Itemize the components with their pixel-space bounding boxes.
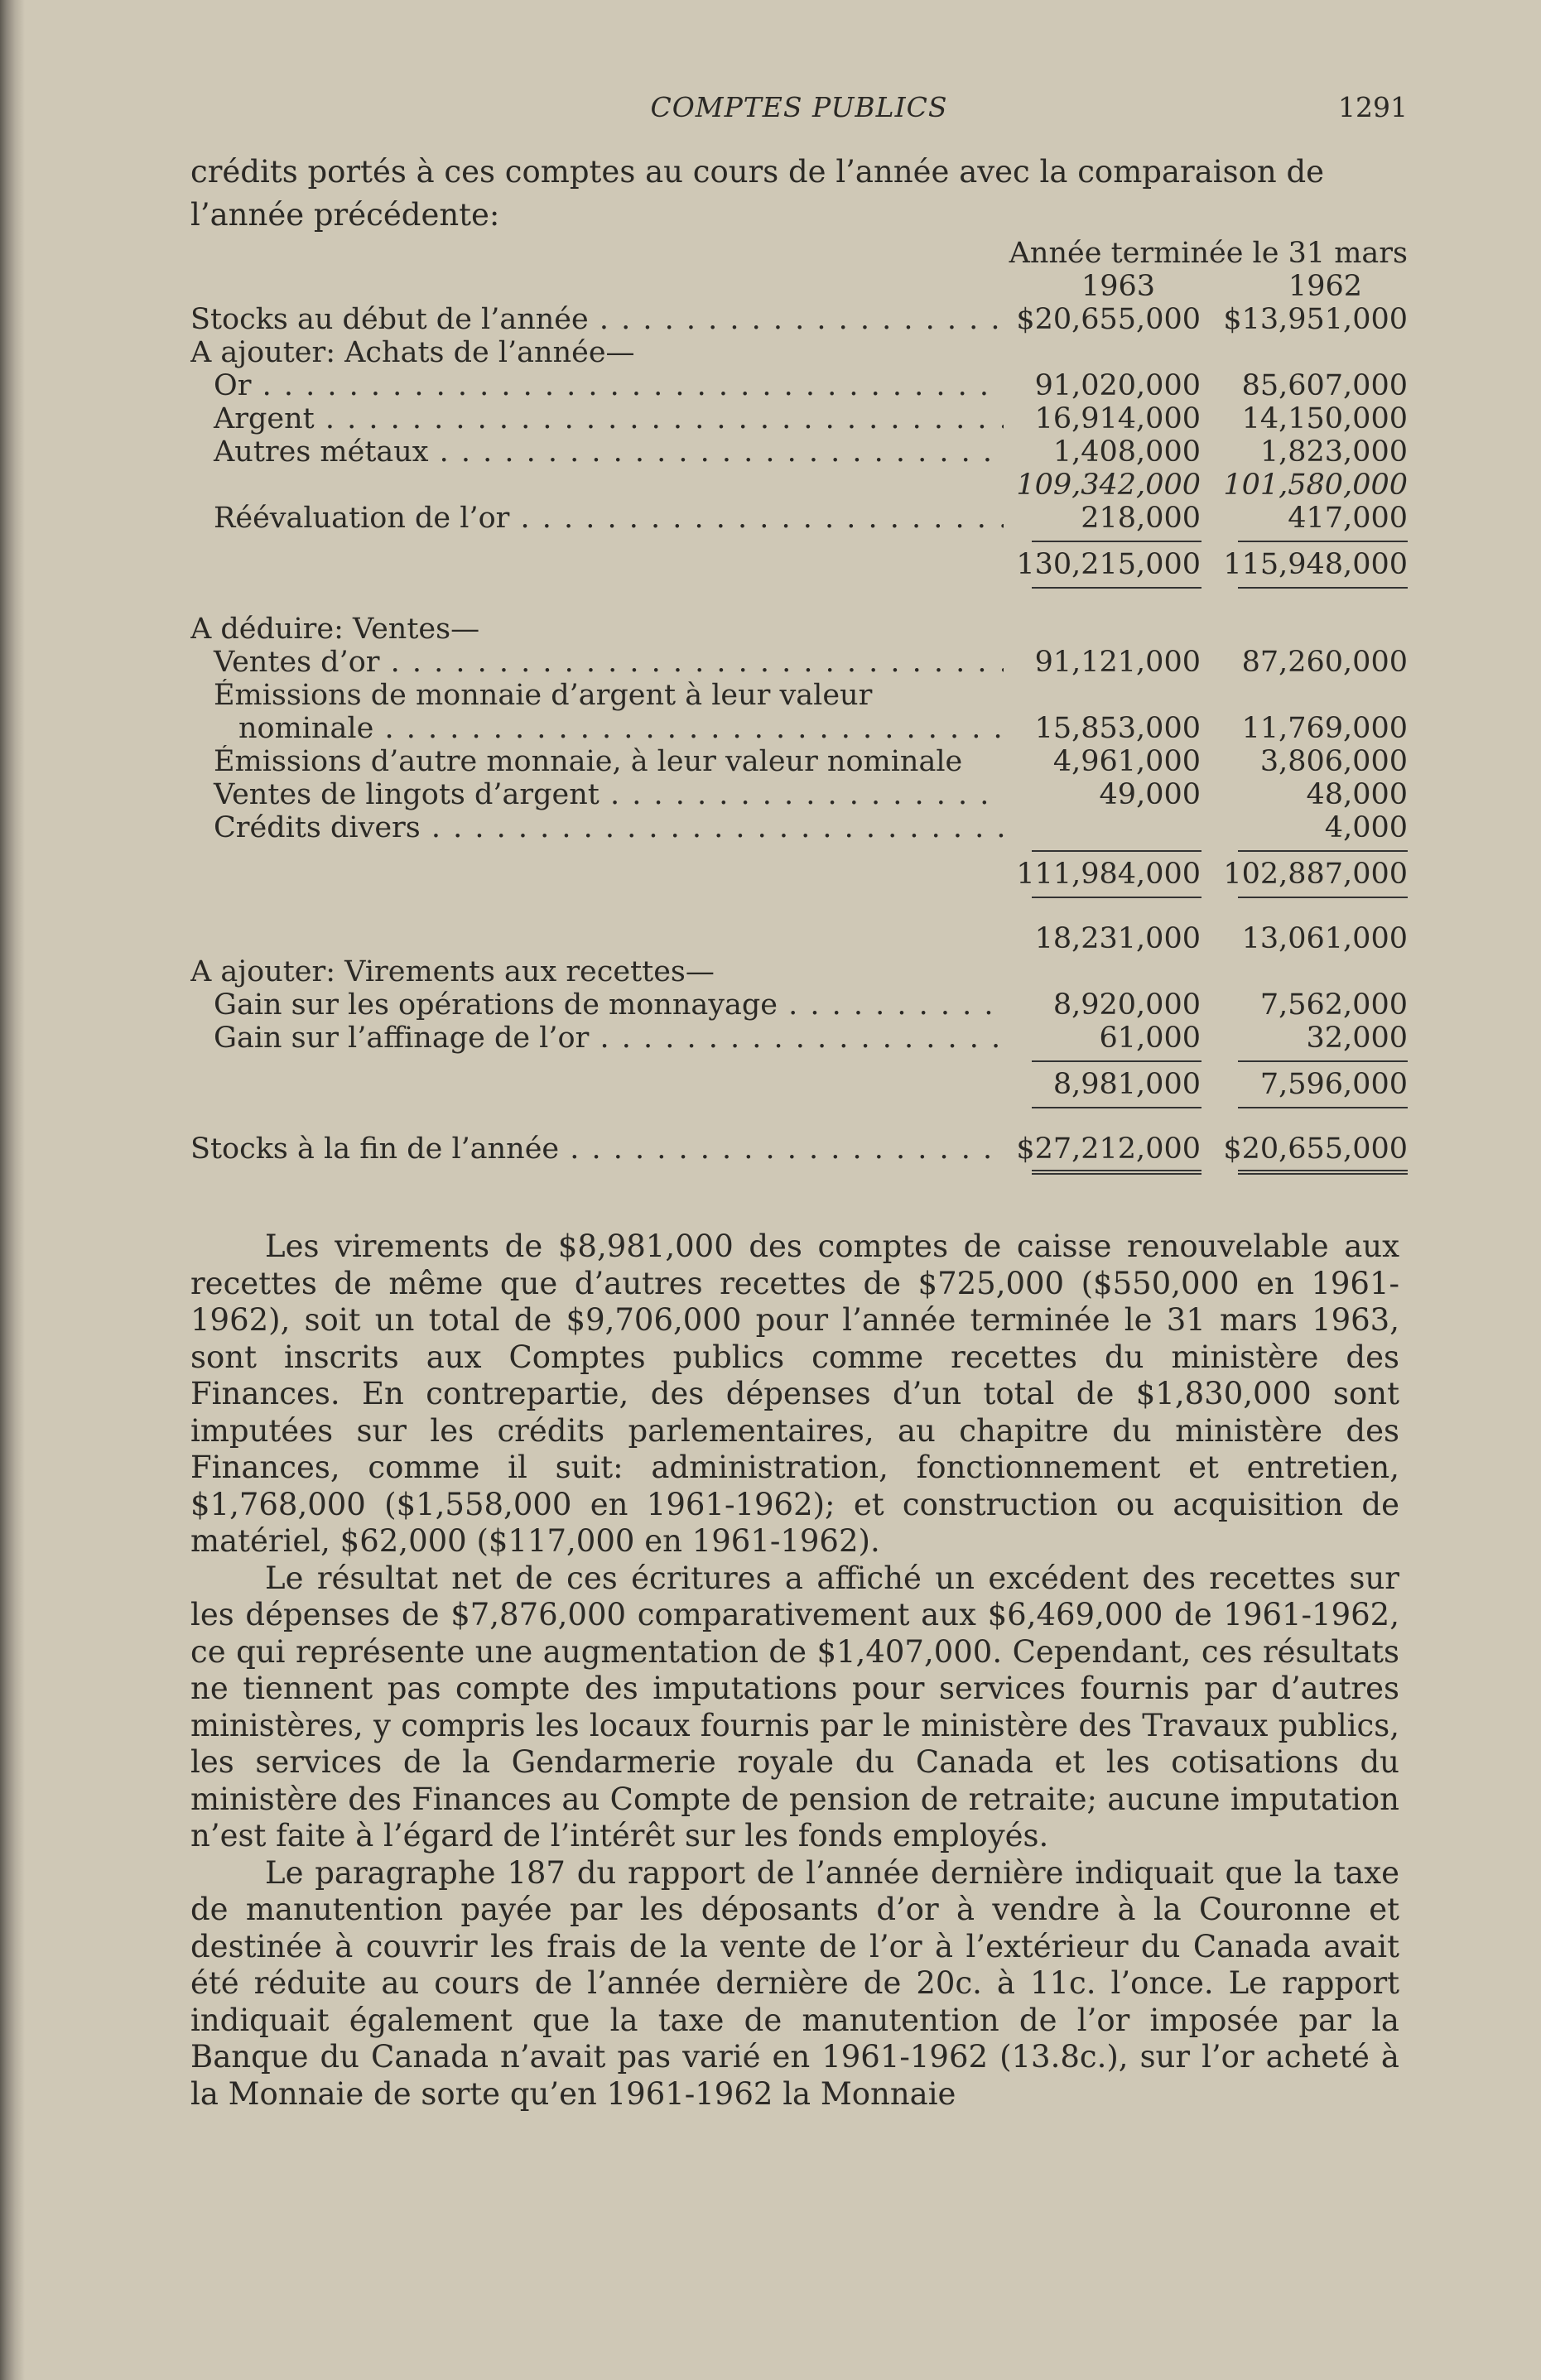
table-row — [190, 502, 1408, 535]
paragraph: Le résultat net de ces écritures a affiché un excédent des recettes sur les dépenses de $7,876,000 comparativement aux $6,469,000 de 1961-1962, ce qui représente une augmentation de $1,407,000. Cependant, ces résultats ne tiennent pas compte des imputations pour services fournis par d’autres ministères, y compris les locaux fournis par le ministère des Travaux publics, les services de la Gendarmerie royale du Canada et les cotisations du ministère des Finances au Compte de pension de retraite; aucune imputation n’est faite à l’égard de l’intérêt sur les fonds employés. — [190, 1560, 1399, 1854]
table-row — [190, 988, 1408, 1022]
value-1963: 111,984,000 — [1016, 858, 1201, 891]
value-1963: 1,408,000 — [1052, 435, 1201, 469]
value-1962: 11,769,000 — [1241, 712, 1408, 745]
row-label: Émissions d’autre monnaie, à leur valeur nominale — [214, 745, 963, 778]
value-1963: $20,655,000 — [1016, 303, 1201, 336]
value-1963: 4,961,000 — [1052, 745, 1201, 778]
total-row — [190, 1068, 1408, 1101]
row-label: Crédits divers . . . — [190, 811, 1004, 844]
value-1962: 7,596,000 — [1259, 1068, 1408, 1101]
table-row — [190, 745, 1408, 778]
year-headings — [190, 270, 1408, 303]
rule-line — [190, 844, 1408, 858]
value-1962: 115,948,000 — [1223, 548, 1408, 581]
value-1962: 13,061,000 — [1241, 922, 1408, 955]
row-label: Or . . . — [190, 369, 1004, 402]
table-row — [190, 336, 1408, 369]
value-1962: 85,607,000 — [1241, 369, 1408, 402]
difference-row — [190, 922, 1408, 955]
rule-line — [190, 1101, 1408, 1114]
stocks-table — [190, 237, 1408, 1179]
running-header — [190, 91, 1408, 141]
value-1962: 48,000 — [1306, 778, 1408, 811]
table-row — [190, 679, 1408, 712]
value-1962: $13,951,000 — [1223, 303, 1408, 336]
double-rule-line — [190, 1166, 1408, 1179]
value-1963: 49,000 — [1099, 778, 1201, 811]
table-row — [190, 778, 1408, 811]
body-text — [190, 1228, 1399, 2113]
table-row — [190, 712, 1408, 745]
document-page — [190, 91, 1408, 2113]
value-1962: 3,806,000 — [1259, 745, 1408, 778]
row-label: Argent . . . — [190, 402, 1004, 435]
page-number: 1291 — [1338, 91, 1408, 123]
value-1963: 18,231,000 — [1034, 922, 1201, 955]
value-1962: 1,823,000 — [1259, 435, 1408, 469]
value-1962: 32,000 — [1306, 1022, 1408, 1055]
total-row — [190, 858, 1408, 891]
row-label: Stocks au début de l’année . . . — [190, 303, 1004, 336]
table-row — [190, 1022, 1408, 1055]
row-label: Gain sur l’affinage de l’or . . . — [190, 1022, 1004, 1055]
value-1963: 8,920,000 — [1052, 988, 1201, 1022]
value-1962: 417,000 — [1288, 502, 1408, 535]
value-1963: 130,215,000 — [1016, 548, 1201, 581]
rule-line — [190, 535, 1408, 548]
value-1962: 87,260,000 — [1241, 646, 1408, 679]
paragraph: Les virements de $8,981,000 des comptes de caisse renouvelable aux recettes de même que d’autres recettes de $725,000 ($550,000 en 1961-1962), soit un total de $9,706,000 pour l’année terminée le 31 mars 1963, sont inscrits aux Comptes publics comme recettes du ministère des Finances. En contrepartie, des dépenses d’un total de $1,830,000 sont imputées sur les crédits parlementaires, au chapitre du ministère des Finances, comme il suit: administration, fonctionnement et entretien, $1,768,000 ($1,558,000 en 1961-1962); et construction ou acquisition de matériel, $62,000 ($117,000 en 1961-1962). — [190, 1228, 1399, 1559]
table-row — [190, 955, 1408, 988]
table-row — [190, 435, 1408, 469]
rule-line — [190, 581, 1408, 594]
value-1963: 61,000 — [1099, 1022, 1201, 1055]
row-label: A déduire: Ventes— — [190, 613, 480, 646]
row-label: Émissions de monnaie d’argent à leur valeur — [214, 679, 873, 712]
table-row — [190, 369, 1408, 402]
table-row — [190, 811, 1408, 844]
table-row — [190, 303, 1408, 336]
column-heading-row — [190, 237, 1408, 270]
value-1963: 218,000 — [1081, 502, 1201, 535]
value-1962: 7,562,000 — [1259, 988, 1408, 1022]
value-1962: $20,655,000 — [1223, 1132, 1408, 1166]
table-row — [190, 613, 1408, 646]
paragraph: Le paragraphe 187 du rapport de l’année dernière indiquait que la taxe de manutention payée par les déposants d’or à vendre à la Couronne et destinée à couvrir les frais de la vente de l’or à l’extérieur du Canada avait été réduite au cours de l’année dernière de 20c. à 11c. l’once. Le rapport indiquait également que la taxe de manutention de l’or imposée par la Banque du Canada n’avait pas varié en 1961-1962 (13.8c.), sur l’or acheté à la Monnaie de sorte qu’en 1961-1962 la Monnaie — [190, 1854, 1399, 2112]
value-1962: 102,887,000 — [1223, 858, 1408, 891]
rule-line — [190, 1055, 1408, 1068]
value-1962: 14,150,000 — [1241, 402, 1408, 435]
column-heading: Année terminée le 31 mars — [1009, 237, 1408, 270]
row-label: Ventes d’or . . . — [190, 646, 1004, 679]
value-1963: 8,981,000 — [1052, 1068, 1201, 1101]
intro-text: crédits portés à ces comptes au cours de l’année avec la comparaison de l’année précédente: — [190, 154, 1325, 233]
row-label: Gain sur les opérations de monnayage . . . — [190, 988, 1004, 1022]
value-1963: 16,914,000 — [1034, 402, 1201, 435]
subtotal-row — [190, 469, 1408, 502]
row-label: Autres métaux . . . — [190, 435, 1004, 469]
book-spine — [0, 0, 25, 2380]
value-1963: 15,853,000 — [1034, 712, 1201, 745]
total-row — [190, 548, 1408, 581]
row-label: A ajouter: Virements aux recettes— — [190, 955, 715, 988]
value-1963: 91,121,000 — [1034, 646, 1201, 679]
header-title: COMPTES PUBLICS — [650, 91, 948, 123]
row-label: A ajouter: Achats de l’année— — [190, 336, 635, 369]
value-1963: $27,212,000 — [1016, 1132, 1201, 1166]
row-label: Réévaluation de l’or . . . — [190, 502, 1004, 535]
year-1963: 1963 — [1081, 270, 1155, 303]
table-row — [190, 402, 1408, 435]
row-label: Ventes de lingots d’argent . . . — [190, 778, 1004, 811]
value-1962: 4,000 — [1324, 811, 1408, 844]
value-1963: 109,342,000 — [1016, 469, 1201, 502]
row-label: nominale . . . — [190, 712, 1004, 745]
final-total-row — [190, 1132, 1408, 1166]
table-row — [190, 646, 1408, 679]
value-1962: 101,580,000 — [1223, 469, 1408, 502]
rule-line — [190, 891, 1408, 904]
year-1962: 1962 — [1288, 270, 1362, 303]
value-1963: 91,020,000 — [1034, 369, 1201, 402]
row-label: Stocks à la fin de l’année . . . — [190, 1132, 1004, 1166]
